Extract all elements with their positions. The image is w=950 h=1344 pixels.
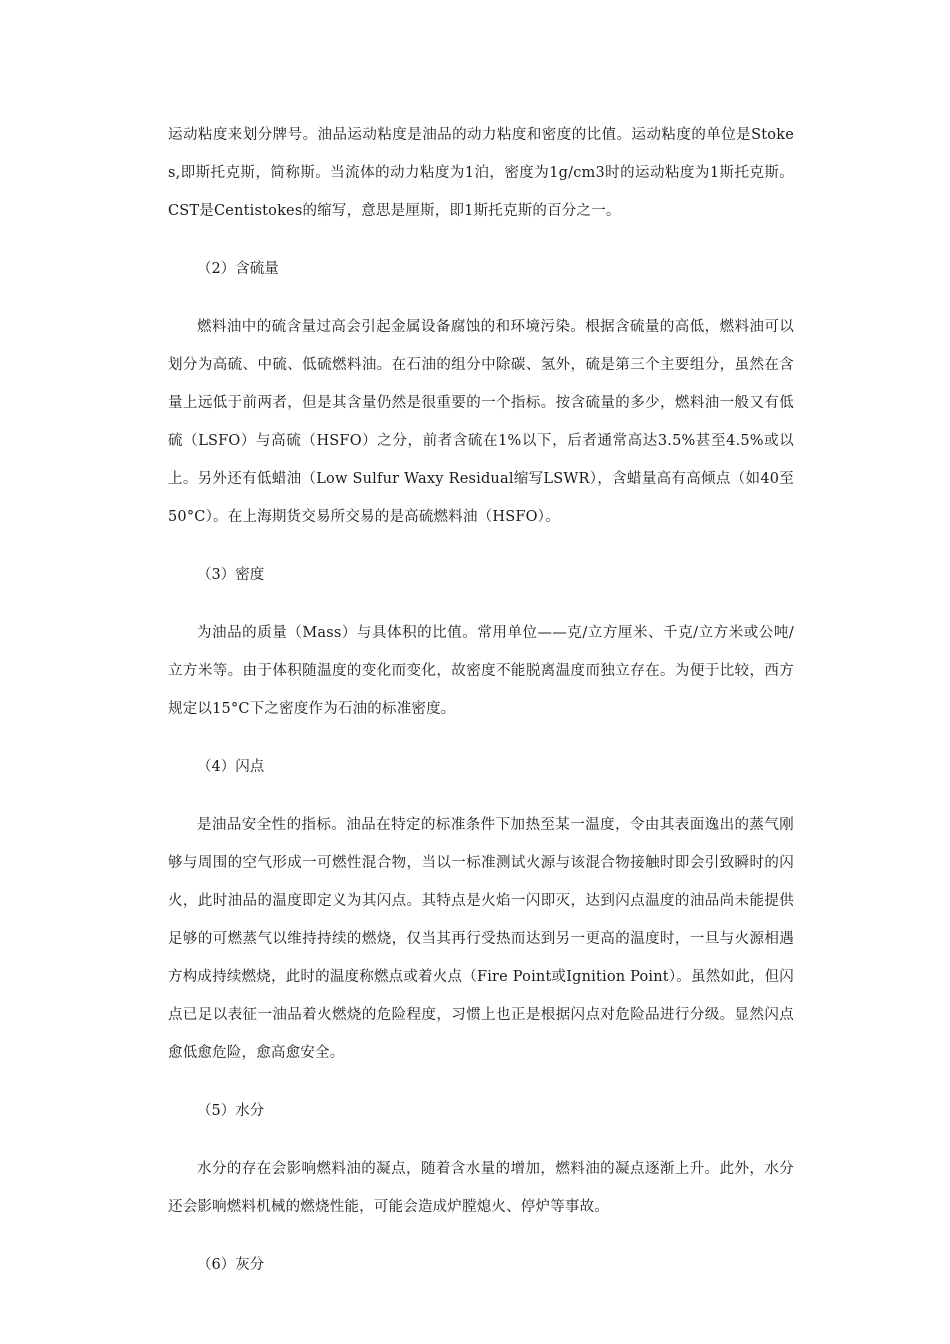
paragraph-sulfur-content: 燃料油中的硫含量过高会引起金属设备腐蚀的和环境污染。根据含硫量的高低，燃料油可以划分为高硫、中硫、低硫燃料油。在石油的组分中除碳、氢外，硫是第三个主要组分，虽然在含量上远低于前两者，但是其含量仍然是很重要的一个指标。按含硫量的多少，燃料油一般又有低硫（LSFO）与高硫（HSFO）之分，前者含硫在1%以下，后者通常高达3.5%甚至4.5%或以上。另外还有低蜡油（Low Sulfur Waxy Residual缩写LSWR），含蜡量高有高倾点（如40至50°C）。在上海期货交易所交易的是高硫燃料油（HSFO）。 [168,319,794,525]
paragraph-gap [168,288,794,308]
heading-density: （3）密度 [197,567,265,583]
heading-moisture: （5）水分 [197,1103,265,1119]
paragraph-viscosity-continued: 运动粘度来划分牌号。油品运动粘度是油品的动力粘度和密度的比值。运动粘度的单位是Stokes,即斯托克斯，简称斯。当流体的动力粘度为1泊，密度为1g/cm3时的运动粘度为1斯托克斯。CST是Centistokes的缩写，意思是厘斯，即1斯托克斯的百分之一。 [168,127,794,219]
paragraph-moisture: 水分的存在会影响燃料油的凝点，随着含水量的增加，燃料油的凝点逐渐上升。此外，水分还会影响燃料机械的燃烧性能，可能会造成炉膛熄火、停炉等事故。 [168,1161,794,1215]
paragraph-gap [168,1072,794,1092]
paragraph-gap [168,1226,794,1246]
paragraph-gap [168,230,794,250]
paragraph-gap [168,536,794,556]
paragraph-flash-point: 是油品安全性的指标。油品在特定的标准条件下加热至某一温度，令由其表面逸出的蒸气刚够与周围的空气形成一可燃性混合物，当以一标准测试火源与该混合物接触时即会引致瞬时的闪火，此时油品的温度即定义为其闪点。其特点是火焰一闪即灭，达到闪点温度的油品尚未能提供足够的可燃蒸气以维持持续的燃烧，仅当其再行受热而达到另一更高的温度时，一旦与火源相遇方构成持续燃烧，此时的温度称燃点或着火点（Fire Point或Ignition Point）。虽然如此，但闪点已足以表征一油品着火燃烧的危险程度，习惯上也正是根据闪点对危险品进行分级。显然闪点愈低愈危险，愈高愈安全。 [168,817,794,1061]
paragraph-gap [168,728,794,748]
heading-ash-content: （6）灰分 [197,1257,265,1273]
paragraph-gap [168,594,794,614]
heading-sulfur-content: （2）含硫量 [197,261,279,277]
heading-flash-point: （4）闪点 [197,759,265,775]
paragraph-density: 为油品的质量（Mass）与具体积的比值。常用单位——克/立方厘米、千克/立方米或公吨/立方米等。由于体积随温度的变化而变化，故密度不能脱离温度而独立存在。为便于比较，西方规定以15°C下之密度作为石油的标准密度。 [168,625,794,717]
paragraph-gap [168,786,794,806]
paragraph-gap [168,1130,794,1150]
document-page [168,116,794,1284]
